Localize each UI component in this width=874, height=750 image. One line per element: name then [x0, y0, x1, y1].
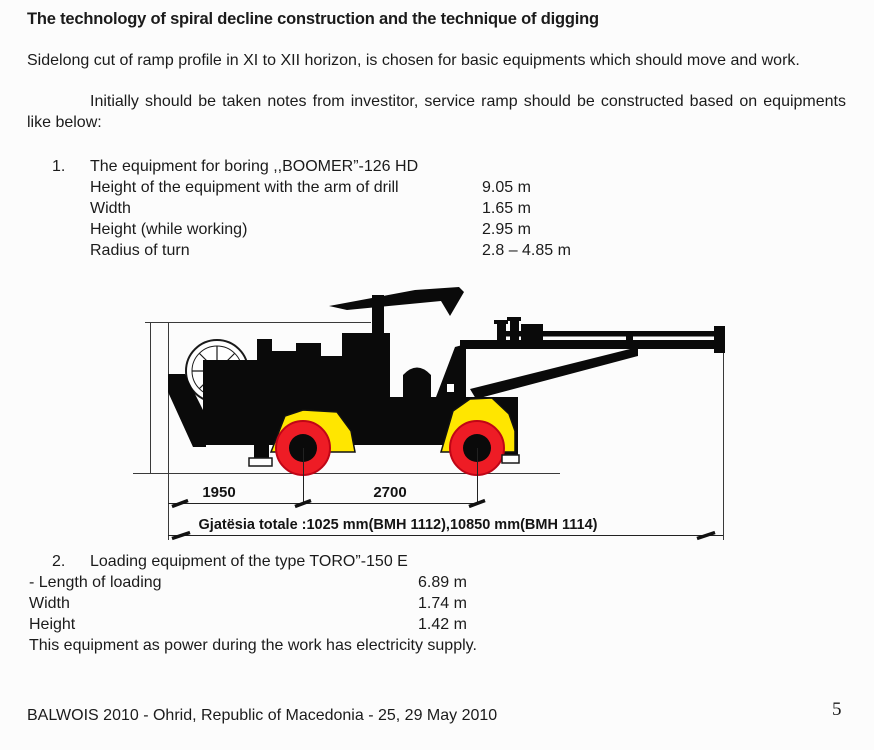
dimension-label-total-length: Gjatësia totale :1025 mm(BMH 1112),10850 mm(BMH 1114) [198, 517, 598, 533]
footer-conference-line: BALWOIS 2010 - Ohrid, Republic of Macedonia - 25, 29 May 2010 [27, 707, 498, 724]
equipment1-title: The equipment for boring ,,BOOMER”-126 HD [90, 158, 419, 175]
front-strut [254, 438, 269, 460]
spec-label: Height (while working) [90, 221, 248, 238]
spec-label: Height of the equipment with the arm of drill [90, 179, 399, 196]
spec-value: 2.8 – 4.85 m [482, 242, 571, 259]
spec-value: 1.74 m [418, 595, 467, 612]
drill-boom [444, 317, 725, 399]
spec-label: Height [29, 616, 76, 633]
spec-value: 2.95 m [482, 221, 531, 238]
paragraph-intro: Sidelong cut of ramp profile in XI to XII horizon, is chosen for basic equipments which should move and work. [27, 52, 800, 69]
spec-label: - Length of loading [29, 574, 162, 591]
page-number: 5 [832, 699, 842, 720]
boom-support-arm [470, 347, 638, 399]
spec-label: Radius of turn [90, 242, 190, 259]
page-title: The technology of spiral decline construction and the technique of digging [27, 10, 599, 28]
equipment2-title: Loading equipment of the type TORO”-150 E [90, 553, 408, 570]
spec-value: 1.65 m [482, 200, 531, 217]
spec-value: 1.42 m [418, 616, 467, 633]
equipment2-note: This equipment as power during the work has electricity supply. [29, 637, 477, 654]
canopy-roof [329, 287, 464, 316]
spec-label: Width [90, 200, 131, 217]
spec-value: 9.05 m [482, 179, 531, 196]
spec-value: 6.89 m [418, 574, 467, 591]
paragraph-notes: Initially should be taken notes from investitor, service ramp should be constructed based on equipments like below: [27, 93, 846, 131]
spec-label: Width [29, 595, 70, 612]
dimension-label-front: 1950 [202, 484, 236, 501]
list-number-2: 2. [52, 553, 66, 570]
list-number-1: 1. [52, 158, 66, 175]
dimension-label-wheelbase: 2700 [373, 484, 407, 501]
